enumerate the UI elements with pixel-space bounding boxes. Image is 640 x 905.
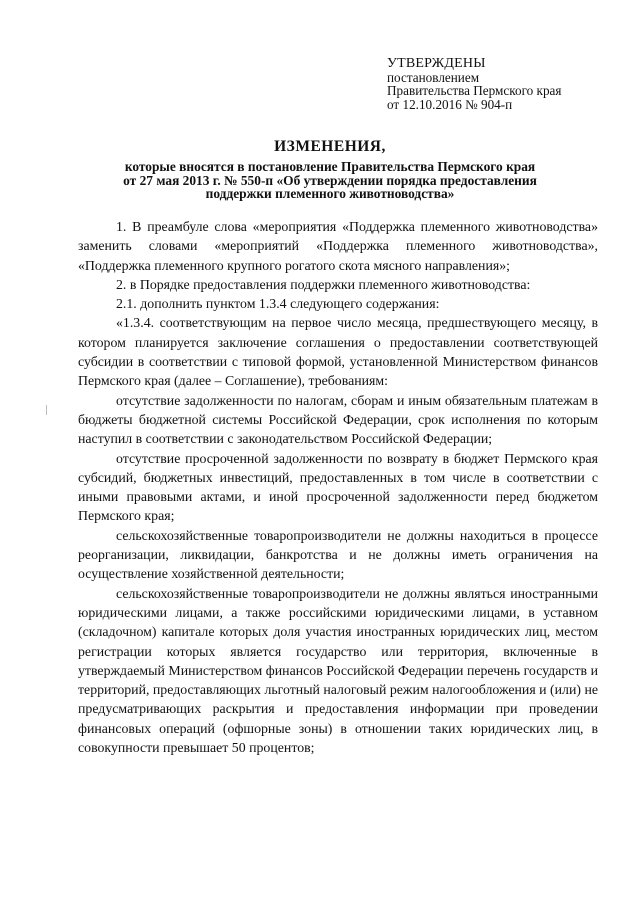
document-subtitle-line-2: от 27 мая 2013 г. № 550-п «Об утверждении порядка предоставления (123, 172, 537, 188)
approval-heading: УТВЕРЖДЕНЫ (387, 56, 486, 71)
paragraph-5: отсутствие задолженности по налогам, сборам и иным обязательным платежам в бюджеты бюджетной системы Российской Федерации, срок исполнения по которым наступил в соответствии с законодательством Российской Федерации; (78, 392, 598, 447)
paragraph-6: отсутствие просроченной задолженности по возврату в бюджет Пермского края субсидий, бюджетных инвестиций, предоставленных в том числе в соответствии с иными правовыми актами, и иной просроченной задолженности перед бюджетом Пермского края; (78, 450, 598, 524)
approval-line-3: от 12.10.2016 № 904-п (387, 96, 513, 112)
document-subtitle-line-1: которые вносятся в постановление Правительства Пермского края (124, 159, 536, 174)
approval-line-1: постановлением (387, 69, 480, 85)
paragraph-4: «1.3.4. соответствующим на первое число месяца, предшествующего месяцу, в котором планируется заключение соглашения о предоставлении соответствующей субсидии в соответствии с типовой формой, установленной Министерством финансов Пермского края (далее – Соглашение), требованиям: (78, 315, 598, 389)
margin-mark (46, 405, 47, 415)
paragraph-1: 1. В преамбуле слова «мероприятия «Поддержка племенного животноводства» заменить словами «мероприятий «Поддержка племенного животноводства», «Поддержка племенного крупного рогатого скота мясного направления»; (78, 219, 598, 273)
document-body (78, 217, 598, 757)
document-title-block (70, 137, 590, 201)
paragraph-3: 2.1. дополнить пунктом 1.3.4 следующего содержания: (116, 296, 440, 312)
approval-line-2: Правительства Пермского края (387, 83, 562, 98)
approval-stamp-block (387, 57, 627, 111)
paragraph-7: сельскохозяйственные товаропроизводители не должны находиться в процессе реорганизации, ликвидации, банкротства и не должны иметь ограничения на осуществление хозяйственной деятельности; (78, 527, 598, 582)
document-subtitle-line-3: поддержки племенного животноводства» (205, 186, 455, 202)
paragraph-8: сельскохозяйственные товаропроизводители не должны являться иностранными юридическими лицами, а также российскими юридическими лицами, в уставном (складочном) капитале которых доля участия иностранных юридических лиц, местом регистрации которых является государство или территория, включенные в утверждаемый Министерством финансов Российской Федерации перечень государств и территорий, предоставляющих льготный налоговый режим налогообложения и (или) не предусматривающих раскрытия и предоставления информации при проведении финансовых операций (офшорные зоны) в отношении таких юридических лиц, в совокупности превышает 50 процентов; (78, 585, 598, 756)
paragraph-2: 2. в Порядке предоставления поддержки племенного животноводства: (116, 276, 531, 292)
document-title: ИЗМЕНЕНИЯ, (274, 138, 386, 155)
